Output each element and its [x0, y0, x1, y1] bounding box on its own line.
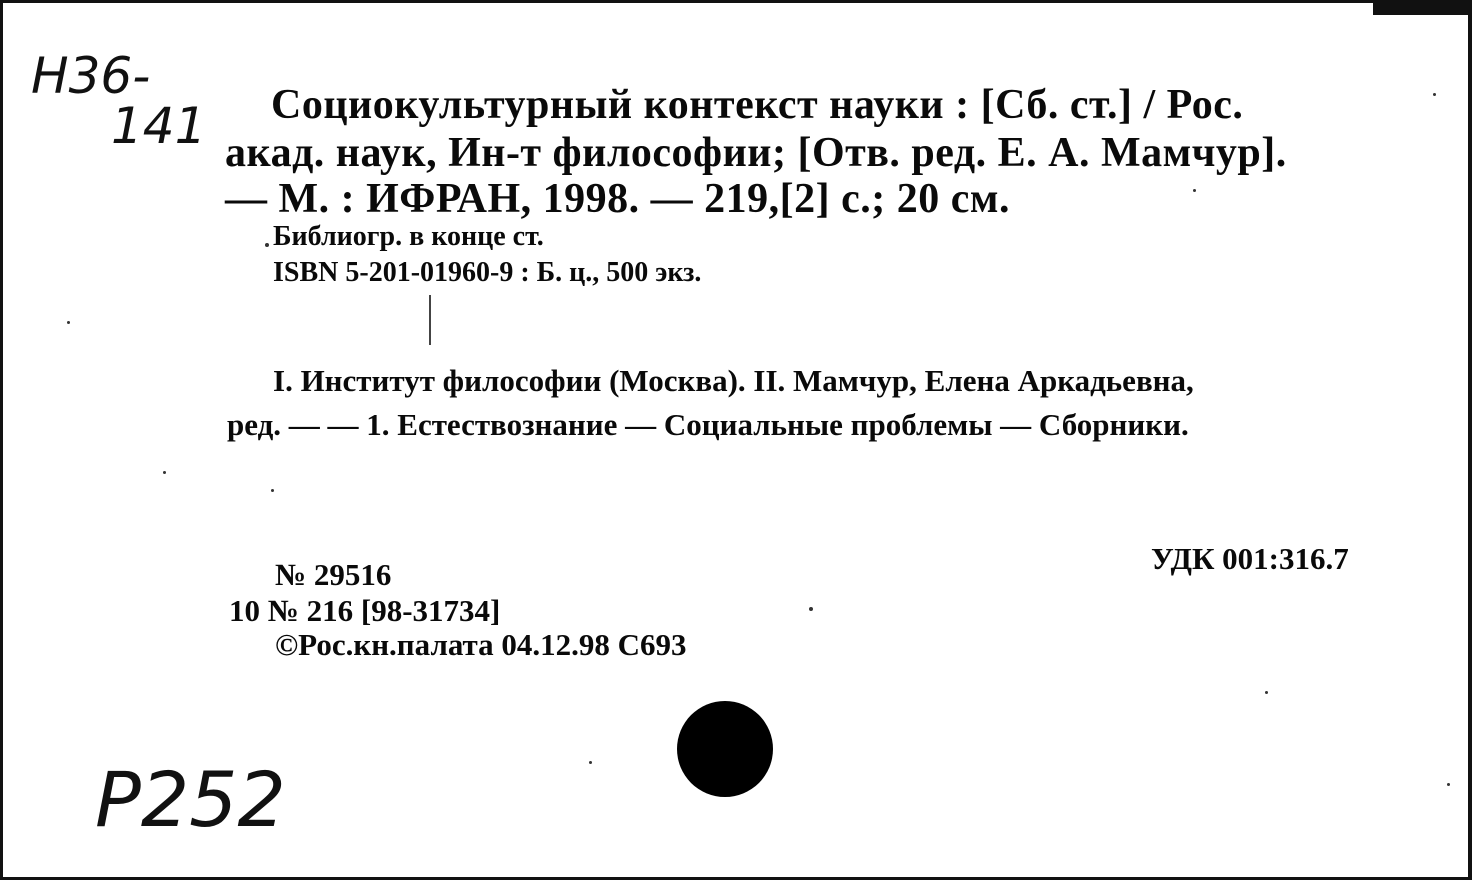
- handwritten-shelfmark-footer: Р252: [95, 755, 286, 844]
- scan-artifact-line: [429, 295, 431, 345]
- scan-speck: [1447, 783, 1450, 786]
- card-punch-hole: [677, 701, 773, 797]
- handwritten-shelfmark-top: Н36-: [31, 47, 151, 105]
- tracings-line-2: ред. — — 1. Естествознание — Социальные проблемы — Сборники.: [227, 407, 1189, 442]
- handwritten-shelfmark-bottom: 141: [111, 97, 207, 155]
- entry-title-line: Социокультурный контекст науки : [Сб. ст.] / Рос.: [271, 82, 1244, 128]
- publisher-stamp-line: ©Рос.кн.палата 04.12.98 С693: [275, 627, 687, 662]
- record-number: № 29516: [275, 557, 392, 592]
- bibliography-note: Библиогр. в конце ст.: [273, 221, 544, 252]
- scan-speck: [1433, 93, 1436, 96]
- record-number-secondary: 10 № 216 [98-31734]: [229, 593, 501, 628]
- isbn-line: ISBN 5-201-01960-9 : Б. ц., 500 экз.: [273, 257, 702, 288]
- scan-speck: [265, 243, 269, 247]
- card-edge-mark: [1373, 3, 1472, 15]
- scan-speck: [1193, 189, 1196, 192]
- scan-speck: [271, 489, 274, 492]
- scan-speck: [67, 321, 70, 324]
- scan-speck: [163, 471, 166, 474]
- scan-speck: [1265, 691, 1268, 694]
- scan-speck: [589, 761, 592, 764]
- entry-responsibility-line: акад. наук, Ин-т философии; [Отв. ред. Е. А. Мамчур].: [225, 130, 1287, 176]
- udc-code: УДК 001:316.7: [1151, 541, 1349, 576]
- scan-speck: [809, 607, 813, 611]
- tracings-line-1: I. Институт философии (Москва). II. Мамчур, Елена Аркадьевна,: [273, 363, 1194, 398]
- entry-imprint-line: — М. : ИФРАН, 1998. — 219,[2] с.; 20 см.: [225, 176, 1011, 222]
